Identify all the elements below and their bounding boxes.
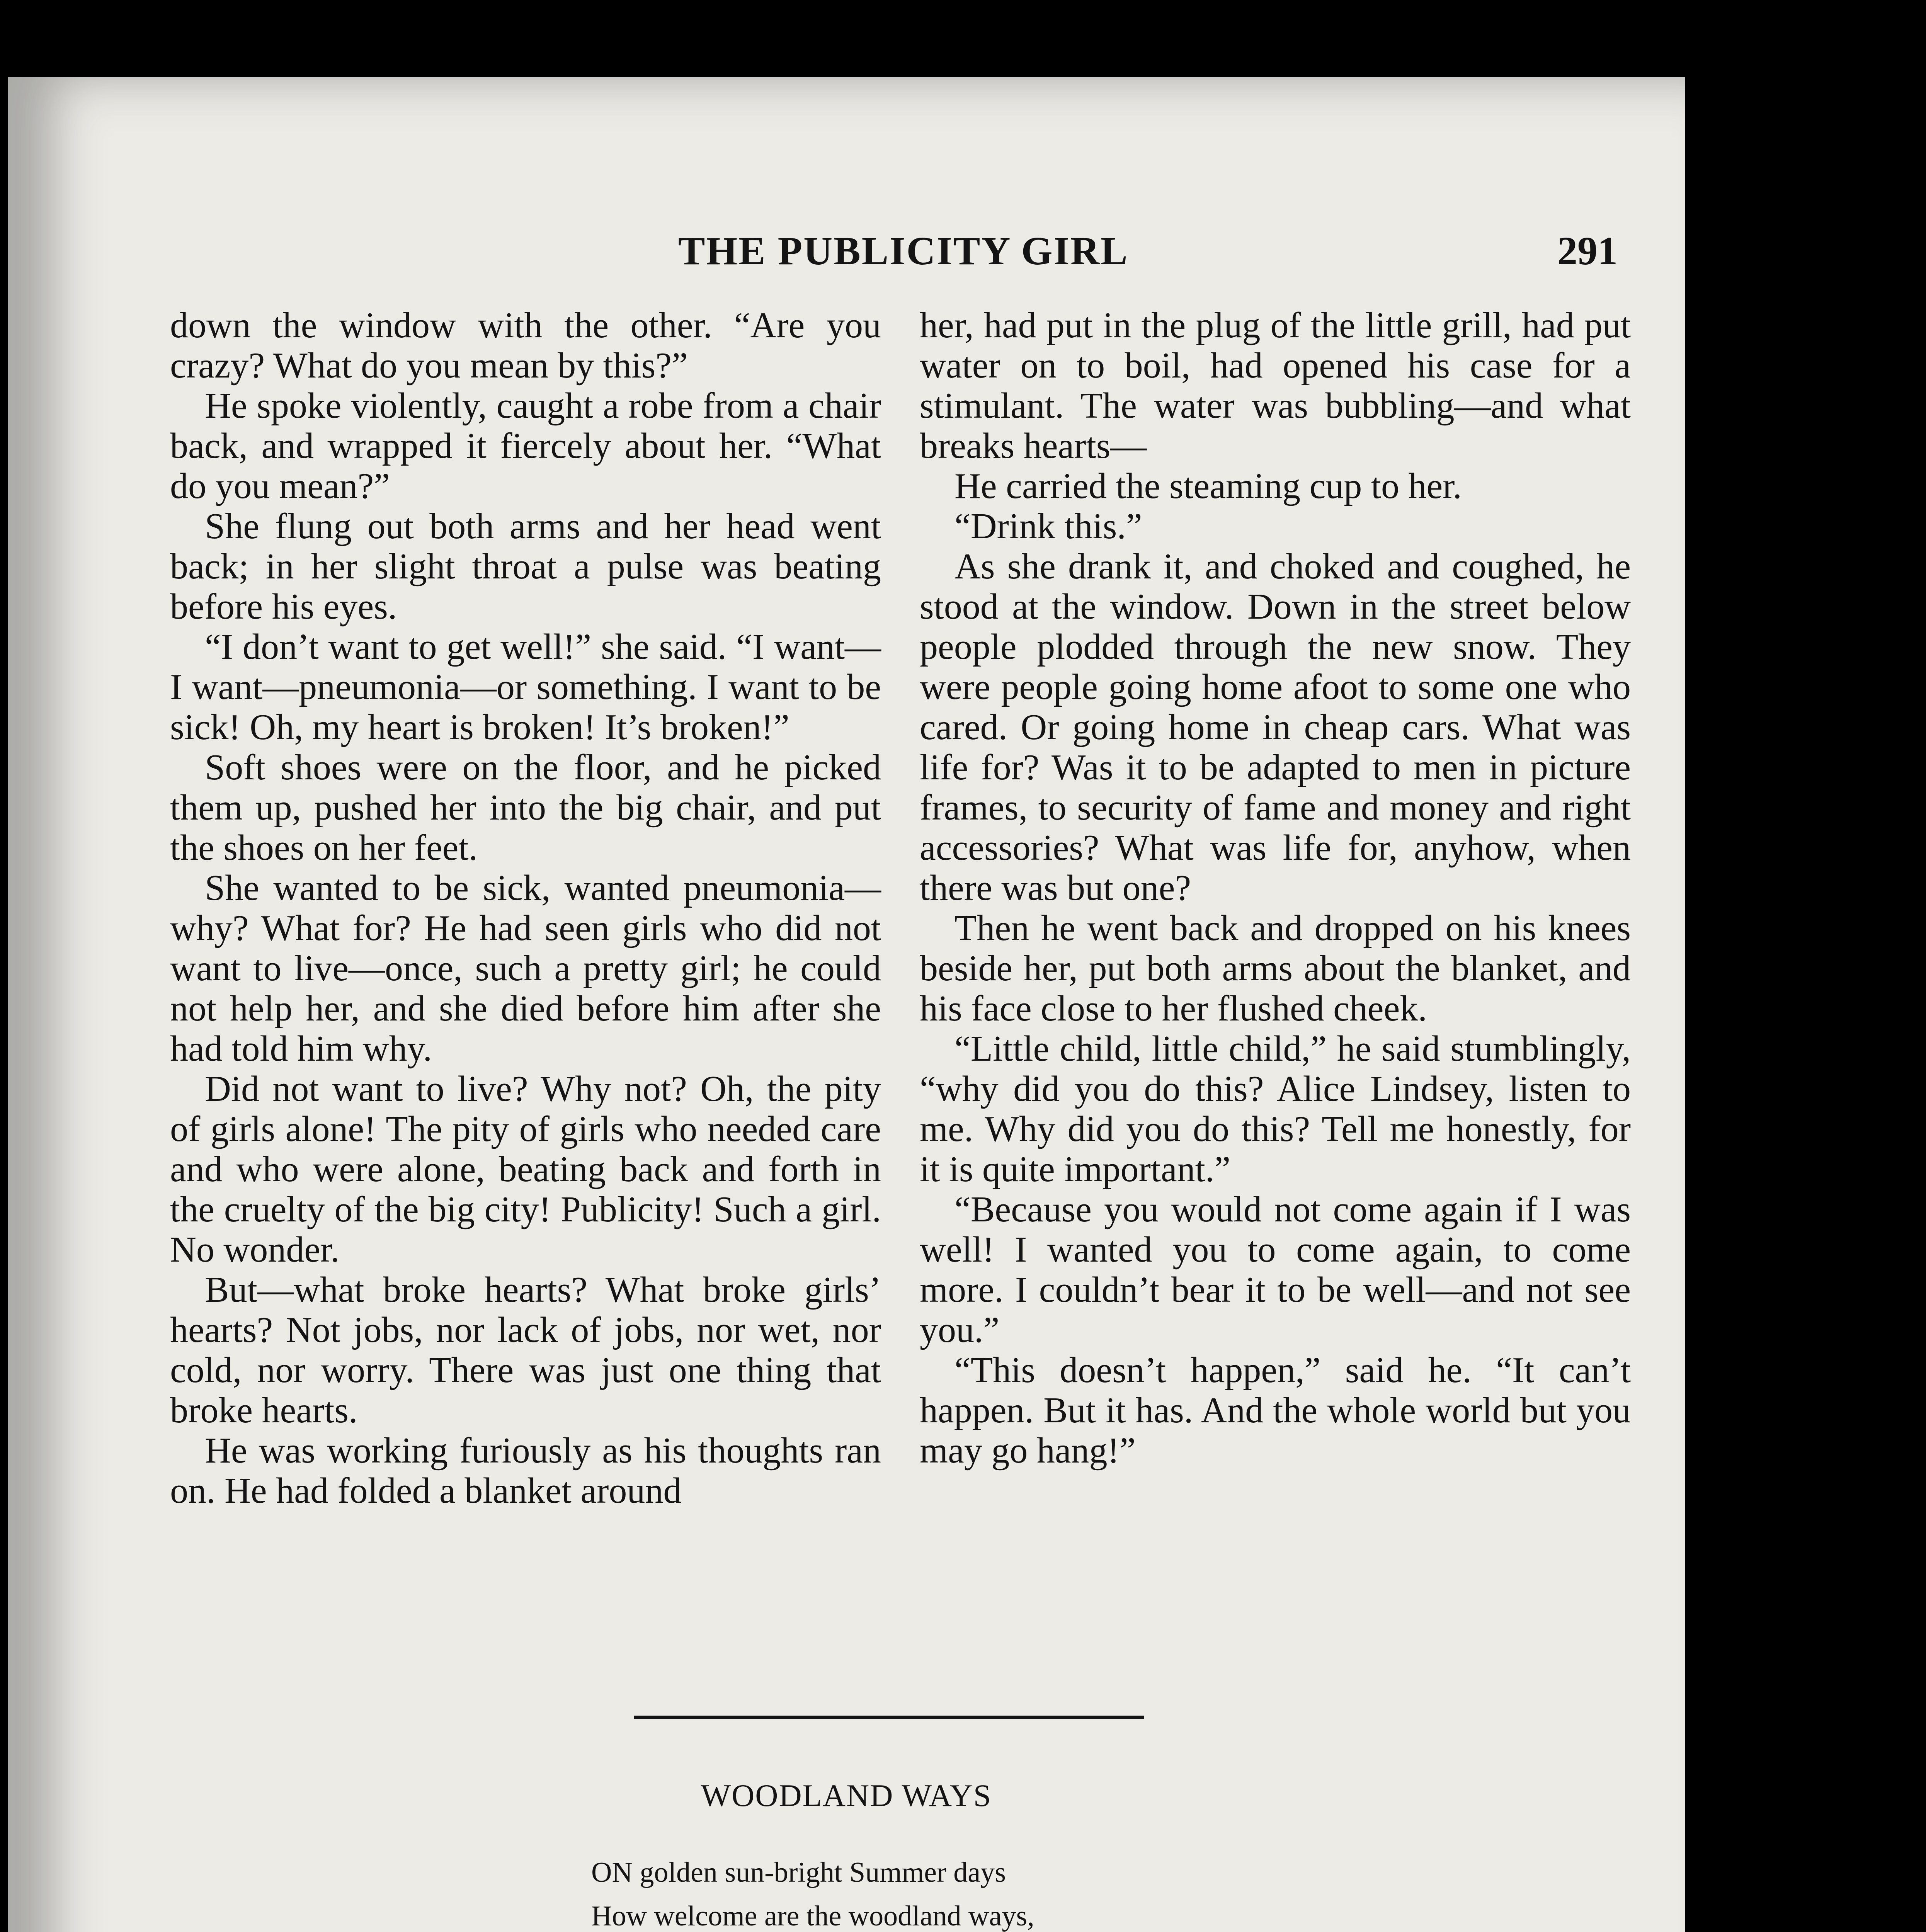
page-number: 291 [1557, 229, 1618, 273]
story-paragraph: “Drink this.” [954, 506, 1142, 546]
story-column-left [170, 305, 881, 1511]
story-paragraph: As she drank it, and choked and coughed, he stood at the window. Down in the street below people plodded through the new snow. They were people going home afoot to some one who cared. Or going home in cheap cars. What was life for? Was it to be adapted to men in picture frames, to security of fame and money and right accessories? What was life for, anyhow, when there was but one? [920, 546, 1631, 908]
story-paragraph: He was working furiously as his thoughts ran on. He had folded a blanket around [170, 1430, 881, 1511]
story-paragraph: He carried the steaming cup to her. [954, 466, 1462, 506]
story-paragraph: He spoke violently, caught a robe from a chair back, and wrapped it fiercely about her. “What do you mean?” [170, 386, 881, 506]
story-paragraph: “I don’t want to get well!” she said. “I want—I want—pneumonia—or something. I want to be sick! Oh, my heart is broken! It’s broken!” [170, 627, 881, 747]
poem-body [591, 1851, 1287, 1932]
running-title: THE PUBLICITY GIRL [678, 229, 1129, 273]
section-divider [634, 1716, 1144, 1719]
page-header [8, 228, 1635, 286]
story-paragraph: down the window with the other. “Are you crazy? What do you mean by this?” [170, 305, 881, 386]
story-paragraph: Did not want to live? Why not? Oh, the pity of girls alone! The pity of girls who needed care and who were alone, beating back and forth in the cruelty of the big city! Publicity! Such a girl. No wonder. [170, 1069, 881, 1270]
poem-stanza [591, 1851, 1287, 1932]
poem-line: How welcome are the woodland ways, [591, 1900, 1034, 1932]
story-paragraph: Then he went back and dropped on his knees beside her, put both arms about the blanket, and his face close to her flushed cheek. [920, 908, 1631, 1029]
story-paragraph: She flung out both arms and her head went back; in her slight throat a pulse was beating before his eyes. [170, 506, 881, 627]
story-paragraph: her, had put in the plug of the little grill, had put water on to boil, had opened his case for a stimulant. The water was bubbling—and what breaks hearts— [920, 305, 1631, 466]
story-paragraph: “This doesn’t happen,” said he. “It can’t happen. But it has. And the whole world but you may go hang!” [920, 1350, 1631, 1471]
poem-line: ON golden sun-bright Summer days [591, 1857, 1006, 1888]
story-paragraph: “Little child, little child,” he said stumblingly, “why did you do this? Alice Lindsey, listen to me. Why did you do this? Tell me honestly, for it is quite important.” [920, 1029, 1631, 1189]
story-paragraph: But—what broke hearts? What broke girls’ hearts? Not jobs, nor lack of jobs, nor wet, nor cold, nor worry. There was just one thing that broke hearts. [170, 1270, 881, 1430]
story-paragraph: Soft shoes were on the floor, and he picked them up, pushed her into the big chair, and put the shoes on her feet. [170, 747, 881, 868]
story-column-right [920, 305, 1631, 1471]
story-paragraph: She wanted to be sick, wanted pneumonia—why? What for? He had seen girls who did not want to live—once, such a pretty girl; he could not help her, and she died before him after she had told him why. [170, 868, 881, 1069]
poem-title: WOODLAND WAYS [701, 1778, 992, 1813]
story-paragraph: “Because you would not come again if I was well! I wanted you to come again, to come more. I couldn’t bear it to be well—and not see you.” [920, 1189, 1631, 1350]
magazine-page [8, 77, 1685, 1932]
